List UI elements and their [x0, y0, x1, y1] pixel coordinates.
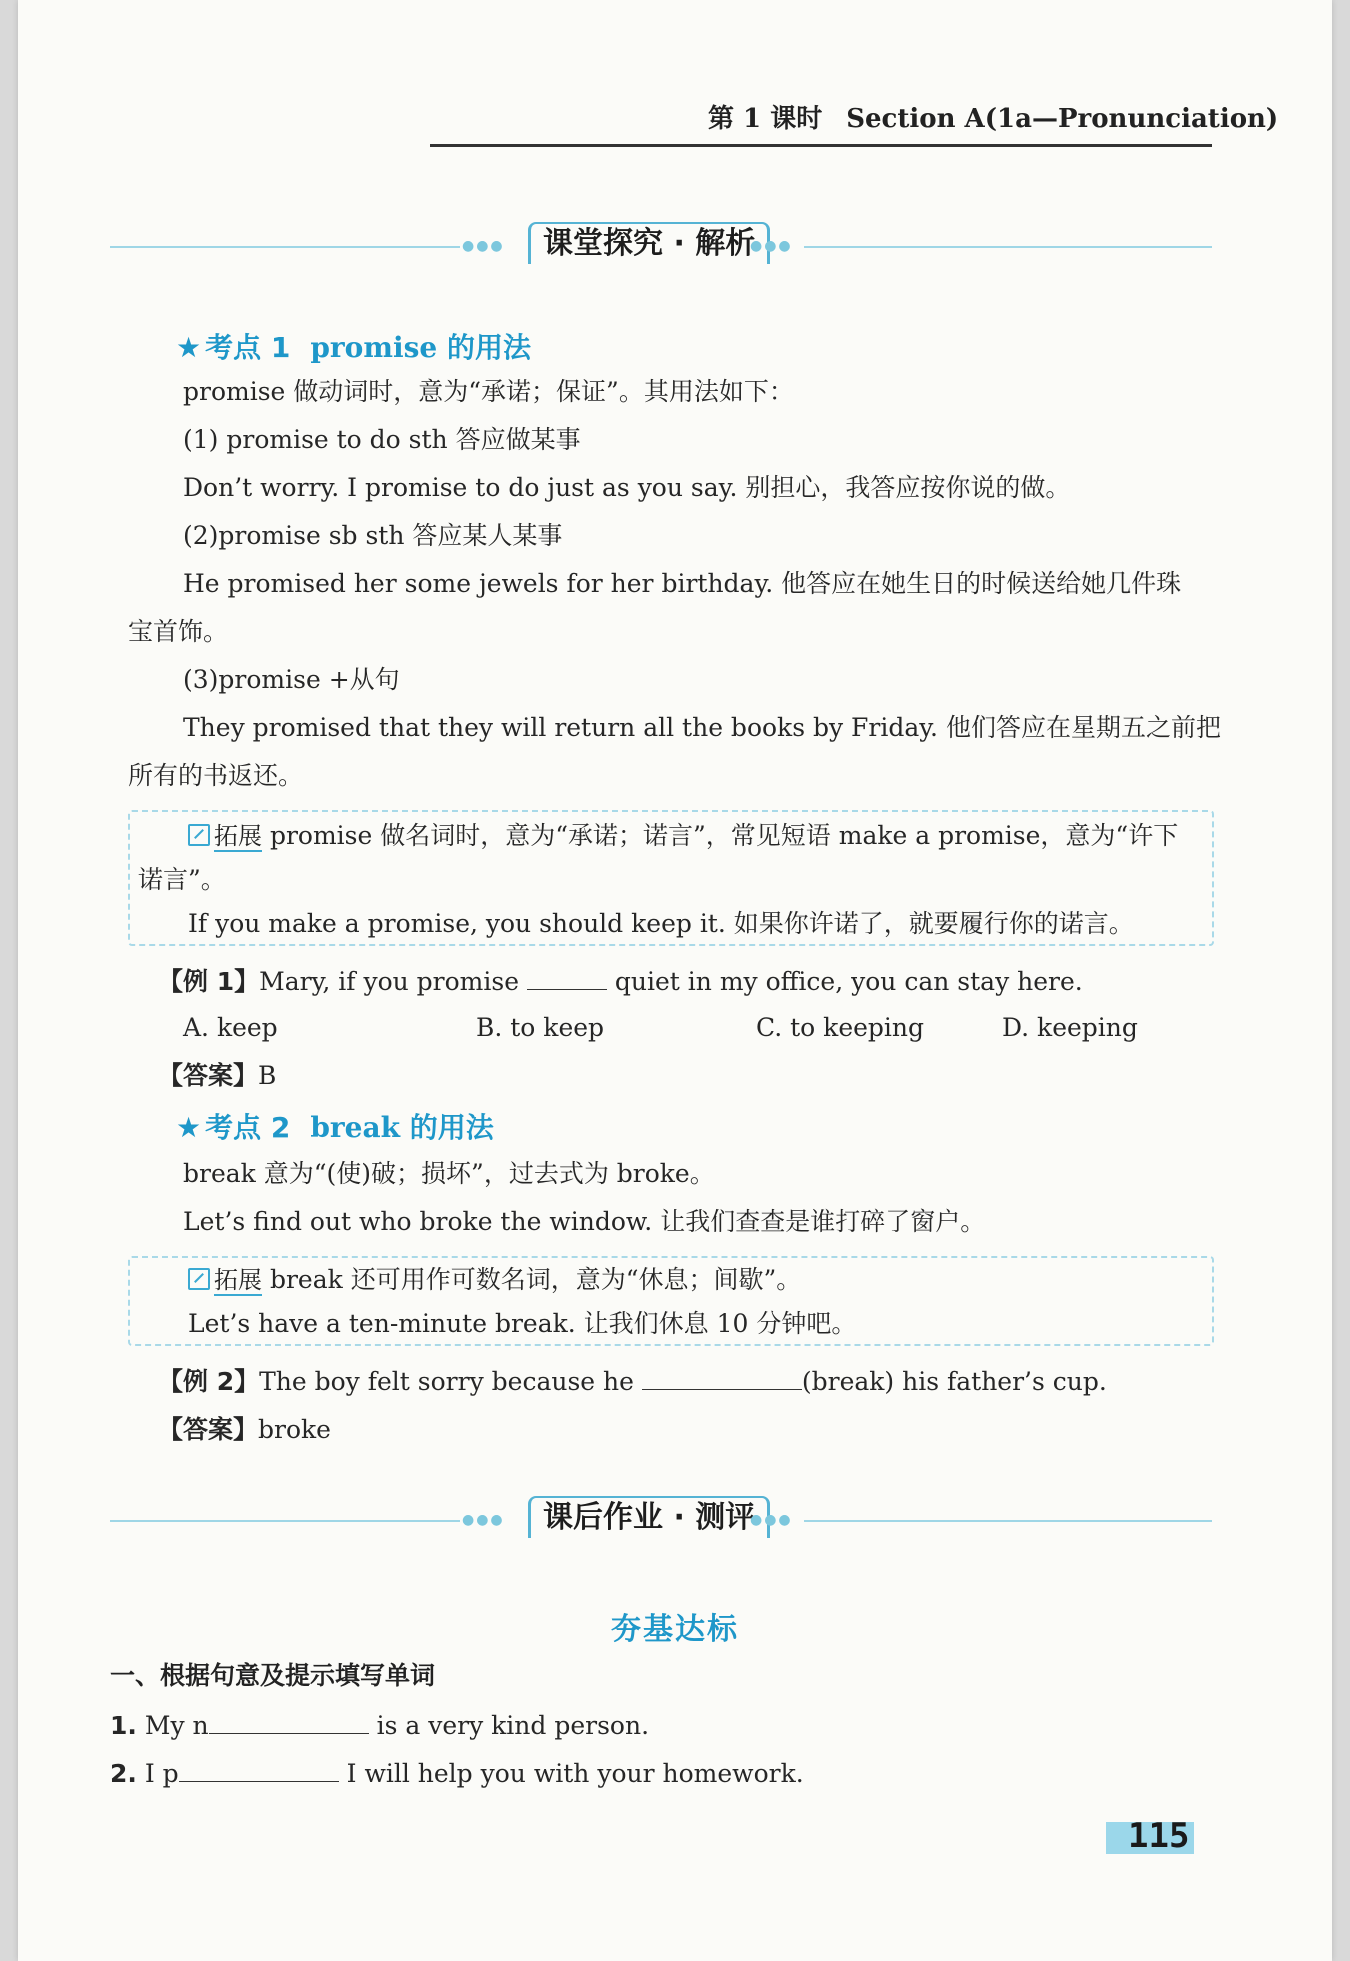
example-tag: 【例 2】	[158, 1367, 260, 1396]
extension-line	[188, 1256, 801, 1304]
banner-classroom	[110, 222, 1212, 262]
example-2	[158, 1358, 1107, 1406]
extension-tag	[188, 822, 262, 850]
banner-rule-left	[110, 246, 460, 248]
extension-line: If you make a promise, you should keep it. 如果你许诺了，就要履行你的诺言。	[188, 909, 1134, 938]
exercise-heading: 一、根据句意及提示填写单词	[110, 1661, 436, 1690]
pencil-arrow-icon	[188, 1268, 210, 1290]
example-text: The boy felt sorry because he	[259, 1367, 642, 1396]
page-number: 115	[1128, 1816, 1190, 1856]
banner-rule-left	[110, 1520, 460, 1522]
running-header	[708, 98, 1278, 135]
example-text: (break) his father’s cup.	[801, 1367, 1107, 1396]
extension-line: 诺言”。	[138, 865, 226, 894]
banner-dots-left: ●●●	[462, 238, 505, 254]
question-1	[110, 1702, 649, 1750]
text-line: Let’s find out who broke the window. 让我们查查是谁打碎了窗户。	[183, 1207, 986, 1236]
extension-line	[188, 812, 1178, 860]
answer-tag: 【答案】	[158, 1061, 259, 1090]
star-icon: ★	[176, 1111, 202, 1144]
key-point-label: 考点 2	[205, 1111, 291, 1144]
example-text: Mary, if you promise	[259, 967, 527, 996]
header-rule	[430, 144, 1212, 147]
option-c[interactable]: C. to keeping	[756, 1013, 925, 1042]
pencil-arrow-icon	[188, 824, 210, 846]
extension-line: Let’s have a ten-minute break. 让我们休息 10 分钟吧。	[188, 1309, 857, 1338]
text-line: (3)promise +从句	[183, 665, 400, 694]
question-text: I p	[144, 1759, 179, 1788]
banner-title: 课后作业 · 测评	[528, 1496, 770, 1538]
key-point-label: 考点 1	[205, 331, 291, 364]
example-1	[158, 958, 1083, 1006]
text-line: Don’t worry. I promise to do just as you say. 别担心，我答应按你说的做。	[183, 473, 1071, 502]
answer-blank[interactable]	[642, 1363, 802, 1390]
option-a[interactable]: A. keep	[183, 1013, 278, 1042]
key-point-1-title	[176, 326, 531, 366]
extension-text: promise 做名词时，意为“承诺；诺言”，常见短语 make a promise，意为“许下	[269, 821, 1179, 850]
answer-blank[interactable]	[209, 1707, 369, 1734]
page	[18, 0, 1332, 1961]
question-text: I will help you with your homework.	[338, 1759, 804, 1788]
answer-blank[interactable]	[179, 1755, 339, 1782]
answer-1	[158, 1052, 276, 1100]
text-line: He promised her some jewels for her birthday. 他答应在她生日的时候送给她几件珠	[183, 569, 1182, 598]
example-text: quiet in my office, you can stay here.	[606, 967, 1083, 996]
text-line: They promised that they will return all the books by Friday. 他们答应在星期五之前把	[183, 713, 1221, 742]
banner-rule-right	[804, 1520, 1212, 1522]
extension-box	[128, 810, 1214, 946]
subsection-title: 夯基达标	[611, 1612, 739, 1647]
banner-dots-right: ●●●	[750, 1512, 793, 1528]
option-b[interactable]: B. to keep	[476, 1013, 605, 1042]
extension-tag	[188, 1266, 262, 1294]
key-point-word: promise 的用法	[310, 331, 531, 364]
answer-blank[interactable]	[527, 963, 607, 990]
banner-homework	[110, 1496, 1212, 1536]
extension-label: 拓展	[214, 822, 262, 850]
extension-box	[128, 1256, 1214, 1346]
page-number-badge	[1106, 1816, 1194, 1856]
question-number: 2.	[110, 1759, 137, 1788]
banner-dots-right: ●●●	[750, 238, 793, 254]
lesson-label: 第 1 课时	[708, 104, 823, 134]
question-text: My n	[144, 1711, 209, 1740]
banner-rule-right	[804, 246, 1212, 248]
question-2	[110, 1750, 804, 1798]
text-line: (1) promise to do sth 答应做某事	[183, 425, 581, 454]
text-line: promise 做动词时，意为“承诺；保证”。其用法如下：	[183, 377, 794, 406]
text-line: 所有的书返还。	[128, 761, 304, 790]
banner-dots-left: ●●●	[462, 1512, 505, 1528]
example-tag: 【例 1】	[158, 967, 260, 996]
text-line: 宝首饰。	[128, 617, 229, 646]
answer-tag: 【答案】	[158, 1415, 259, 1444]
key-point-word: break 的用法	[310, 1111, 494, 1144]
answer-value: B	[258, 1061, 277, 1090]
section-label: Section A(1a—Pronunciation)	[846, 104, 1279, 134]
answer-value: broke	[258, 1415, 331, 1444]
text-line: (2)promise sb sth 答应某人某事	[183, 521, 563, 550]
answer-2	[158, 1406, 331, 1454]
banner-title: 课堂探究 · 解析	[528, 222, 770, 264]
question-text: is a very kind person.	[368, 1711, 650, 1740]
option-d[interactable]: D. keeping	[1002, 1013, 1138, 1042]
extension-label: 拓展	[214, 1266, 262, 1294]
star-icon: ★	[176, 331, 202, 364]
key-point-2-title	[176, 1106, 494, 1146]
question-number: 1.	[110, 1711, 137, 1740]
text-line: break 意为“(使)破；损坏”，过去式为 broke。	[183, 1159, 715, 1188]
extension-text: break 还可用作可数名词，意为“休息；间歇”。	[269, 1265, 802, 1294]
